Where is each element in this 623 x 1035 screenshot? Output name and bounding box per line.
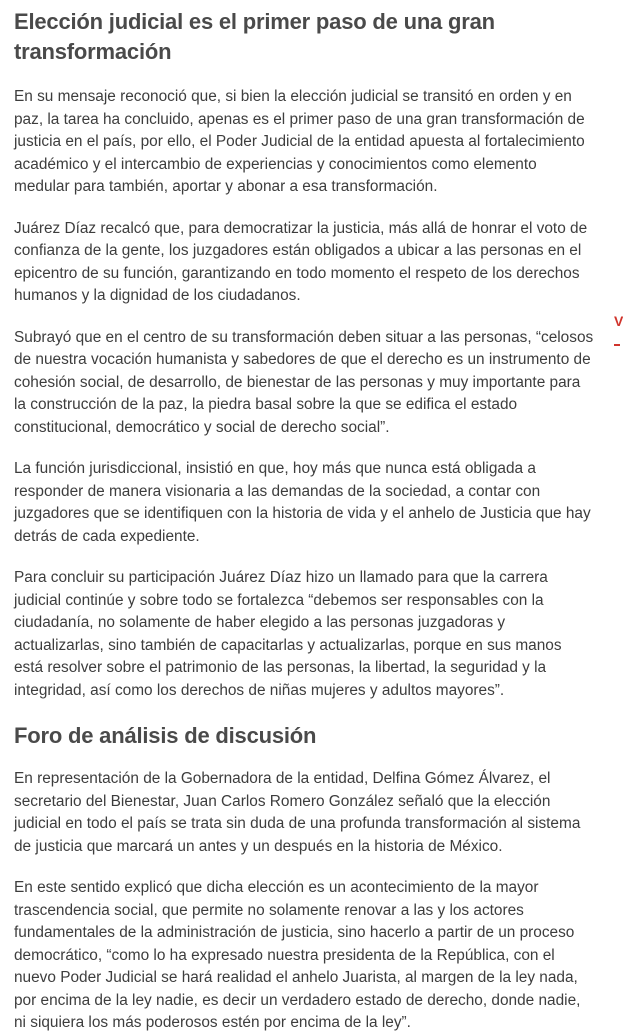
section-heading-eleccion-judicial: Elección judicial es el primer paso de una gran transformación: [14, 9, 495, 64]
paragraph: Para concluir su participación Juárez Díaz hizo un llamado para que la carrera judicial continúe y sobre todo se fortalezca “debemos ser responsables con la ciudadanía, no solamente de haber elegido a las personas juzgadoras y actualizarlas, sino también de capacitarlas y actualizarlas, porque en sus manos está resolver sobre el patrimonio de las personas, la libertad, la seguridad y la integridad, así como los derechos de niñas mujeres y adultos mayores”.: [14, 569, 562, 699]
paragraph: Subrayó que en el centro de su transformación deben situar a las personas, “celosos de nuestra vocación humanista y sabedores de que el derecho es un instrumento de cohesión social, de desarrollo, de bienestar de las personas y muy importante para la construcción de la paz, la piedra basal sobre la que se edifica el estado constitucional, democrático y social de derecho social”.: [14, 328, 594, 436]
sidebar-link-glyph: V: [614, 313, 623, 329]
paragraph: En su mensaje reconoció que, si bien la elección judicial se transitó en orden y en paz, la tarea ha concluido, apenas es el primer paso de una gran transformación de justicia en el país, por ello, el Poder Judicial de la entidad apuesta al fortalecimiento académico y el intercambio de experiencias y conocimientos como elemento medular para también, aportar y abonar a esa transformación.: [14, 88, 585, 195]
article-body: [14, 0, 594, 1035]
paragraph: Juárez Díaz recalcó que, para democratizar la justicia, más allá de honrar el voto de confianza de la gente, los juzgadores están obligados a ubicar a las personas en el epicentro de su función, garantizando en todo momento el respeto de los derechos humanos y la dignidad de los ciudadanos.: [14, 219, 588, 304]
sidebar-link-fragment[interactable]: [614, 313, 623, 350]
sidebar-underline: [614, 344, 620, 346]
section-heading-foro-analisis: Foro de análisis de discusión: [14, 723, 317, 748]
paragraph: La función jurisdiccional, insistió en que, hoy más que nunca está obligada a responder de manera visionaria a las demandas de la sociedad, a contar con juzgadores que se identifiquen con la historia de vida y el anhelo de Justicia que hay detrás de cada expediente.: [14, 460, 591, 545]
paragraph: En este sentido explicó que dicha elección es un acontecimiento de la mayor trascendencia social, que permite no solamente renovar a las y los actores fundamentales de la administración de justicia, sino hacerlo a partir de un proceso democrático, “como lo ha expresado nuestra presidenta de la República, con el nuevo Poder Judicial se hará realidad el anhelo Juarista, al margen de la ley nada, por encima de la ley nadie, es decir un verdadero estado de derecho, donde nadie, ni siquiera los más poderosos estén por encima de la ley”.: [14, 879, 581, 1031]
paragraph: En representación de la Gobernadora de la entidad, Delfina Gómez Álvarez, el secretario del Bienestar, Juan Carlos Romero González señaló que la elección judicial en todo el país se trata sin duda de una profunda transformación al sistema de justicia que marcará un antes y un después en la historia de México.: [14, 770, 581, 855]
